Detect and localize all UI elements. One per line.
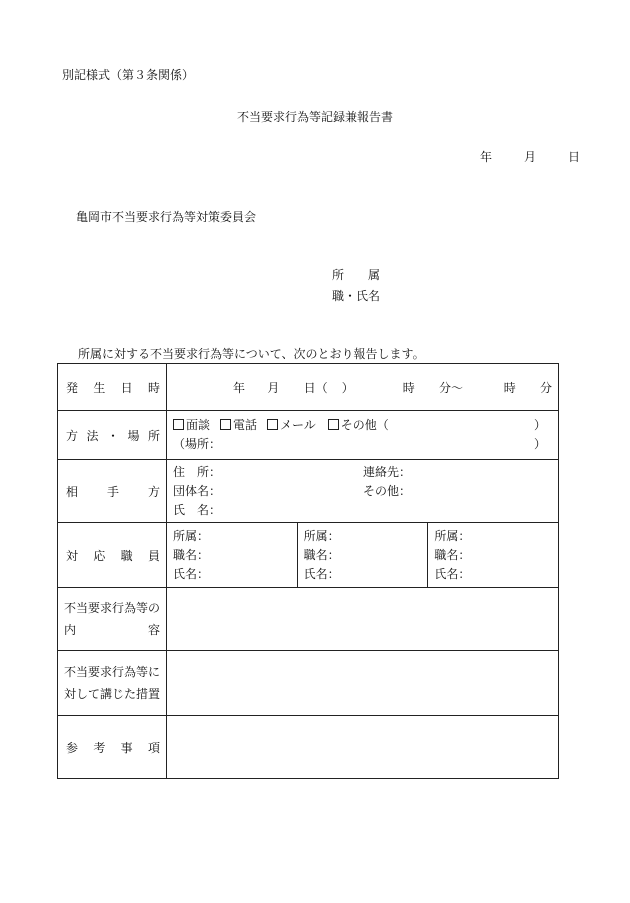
report-form-table	[57, 363, 559, 779]
other-info-label: その他：	[363, 483, 412, 498]
label-char: 参	[66, 740, 79, 755]
occ-weekday-close: ）	[341, 380, 354, 395]
staff-position: 職名：	[303, 547, 340, 562]
counterpart-field[interactable]	[167, 460, 559, 523]
label-char: ・	[106, 428, 119, 443]
report-date	[480, 148, 580, 165]
staff-name: 氏名：	[303, 566, 340, 581]
table-row	[58, 588, 559, 651]
method-place-label	[58, 411, 167, 460]
form-number-label: 別記様式（第３条関係）	[62, 68, 195, 82]
occ-minute2: 分	[540, 380, 553, 395]
date-year: 年	[480, 150, 493, 164]
label-char: 員	[147, 548, 160, 563]
phone-label: 電話	[233, 418, 258, 432]
occ-minute-from: 分～	[438, 380, 463, 395]
label-char: 対	[66, 548, 79, 563]
table-row	[58, 364, 559, 411]
table-row	[58, 411, 559, 460]
label-char: 内	[64, 623, 77, 637]
notes-field[interactable]	[167, 716, 559, 779]
label-char: 日	[120, 380, 133, 395]
document-title: 不当要求行為等記録兼報告書	[236, 110, 393, 124]
address-label: 住 所：	[173, 464, 222, 479]
label-char: 生	[93, 380, 106, 395]
staff-label	[58, 523, 167, 588]
other-close: ）	[533, 418, 546, 432]
staff-dept: 所属：	[173, 528, 210, 543]
checkbox-icon	[220, 419, 231, 430]
content-field[interactable]	[167, 588, 559, 651]
content-label-line1: 不当要求行為等の	[64, 601, 161, 615]
label-char: 応	[93, 548, 106, 563]
label-char: 発	[66, 380, 79, 395]
measures-label	[58, 651, 167, 716]
place-label: （場所：	[173, 437, 222, 451]
table-row	[58, 716, 559, 779]
label-char: 場	[127, 428, 140, 443]
checkbox-icon	[328, 419, 339, 430]
staff-column[interactable]	[167, 523, 297, 587]
label-char: 項	[147, 740, 160, 755]
label-char: 手	[106, 484, 119, 499]
measures-field[interactable]	[167, 651, 559, 716]
label-char: 容	[147, 623, 160, 637]
occ-year: 年	[233, 380, 246, 395]
notes-label	[58, 716, 167, 779]
label-char: 職	[120, 548, 133, 563]
method-place-field	[167, 411, 559, 460]
affiliation-label: 所 属	[332, 268, 381, 282]
staff-position: 職名：	[173, 547, 210, 562]
checkbox-icon	[267, 419, 278, 430]
staff-name: 氏名：	[434, 566, 471, 581]
measures-label-line2: 対して講じた措置	[64, 687, 161, 701]
occ-hour: 時	[402, 380, 415, 395]
addressee: 亀岡市不当要求行為等対策委員会	[76, 210, 257, 224]
other-label: その他（	[340, 418, 389, 432]
date-month: 月	[524, 150, 537, 164]
label-char: 所	[147, 428, 160, 443]
date-day: 日	[568, 150, 581, 164]
checkbox-icon	[173, 419, 184, 430]
checkbox-other[interactable]	[328, 416, 389, 435]
occ-day: 日（	[303, 380, 328, 395]
occ-hour2: 時	[503, 380, 516, 395]
place-close: ）	[533, 437, 546, 451]
checkbox-interview[interactable]	[173, 416, 210, 435]
interview-label: 面談	[186, 418, 211, 432]
occurrence-field[interactable]	[167, 364, 559, 411]
staff-position: 職名：	[434, 547, 471, 562]
staff-column[interactable]	[297, 523, 428, 587]
label-char: 相	[66, 484, 79, 499]
content-label	[58, 588, 167, 651]
staff-column[interactable]	[427, 523, 558, 587]
label-char: 考	[93, 740, 106, 755]
label-char: 時	[147, 380, 160, 395]
checkbox-phone[interactable]	[220, 416, 257, 435]
label-char: 方	[147, 484, 160, 499]
label-char: 事	[120, 740, 133, 755]
measures-label-line1: 不当要求行為等に	[64, 665, 161, 679]
staff-dept: 所属：	[434, 528, 471, 543]
occ-month: 月	[267, 380, 280, 395]
occurrence-label	[58, 364, 167, 411]
table-row	[58, 651, 559, 716]
intro-text: 所属に対する不当要求行為等について、次のとおり報告します。	[78, 347, 425, 361]
label-char: 方	[66, 428, 79, 443]
staff-dept: 所属：	[303, 528, 340, 543]
position-name-label: 職・氏名	[332, 289, 381, 303]
org-label: 団体名：	[173, 483, 222, 498]
checkbox-mail[interactable]	[267, 416, 316, 435]
counterpart-label	[58, 460, 167, 523]
table-row	[58, 523, 559, 588]
staff-field	[167, 523, 559, 588]
staff-name: 氏名：	[173, 566, 210, 581]
label-char: 法	[86, 428, 99, 443]
contact-label: 連絡先：	[363, 464, 412, 479]
table-row	[58, 460, 559, 523]
mail-label: メール	[280, 418, 316, 432]
name-label: 氏 名：	[173, 502, 222, 517]
